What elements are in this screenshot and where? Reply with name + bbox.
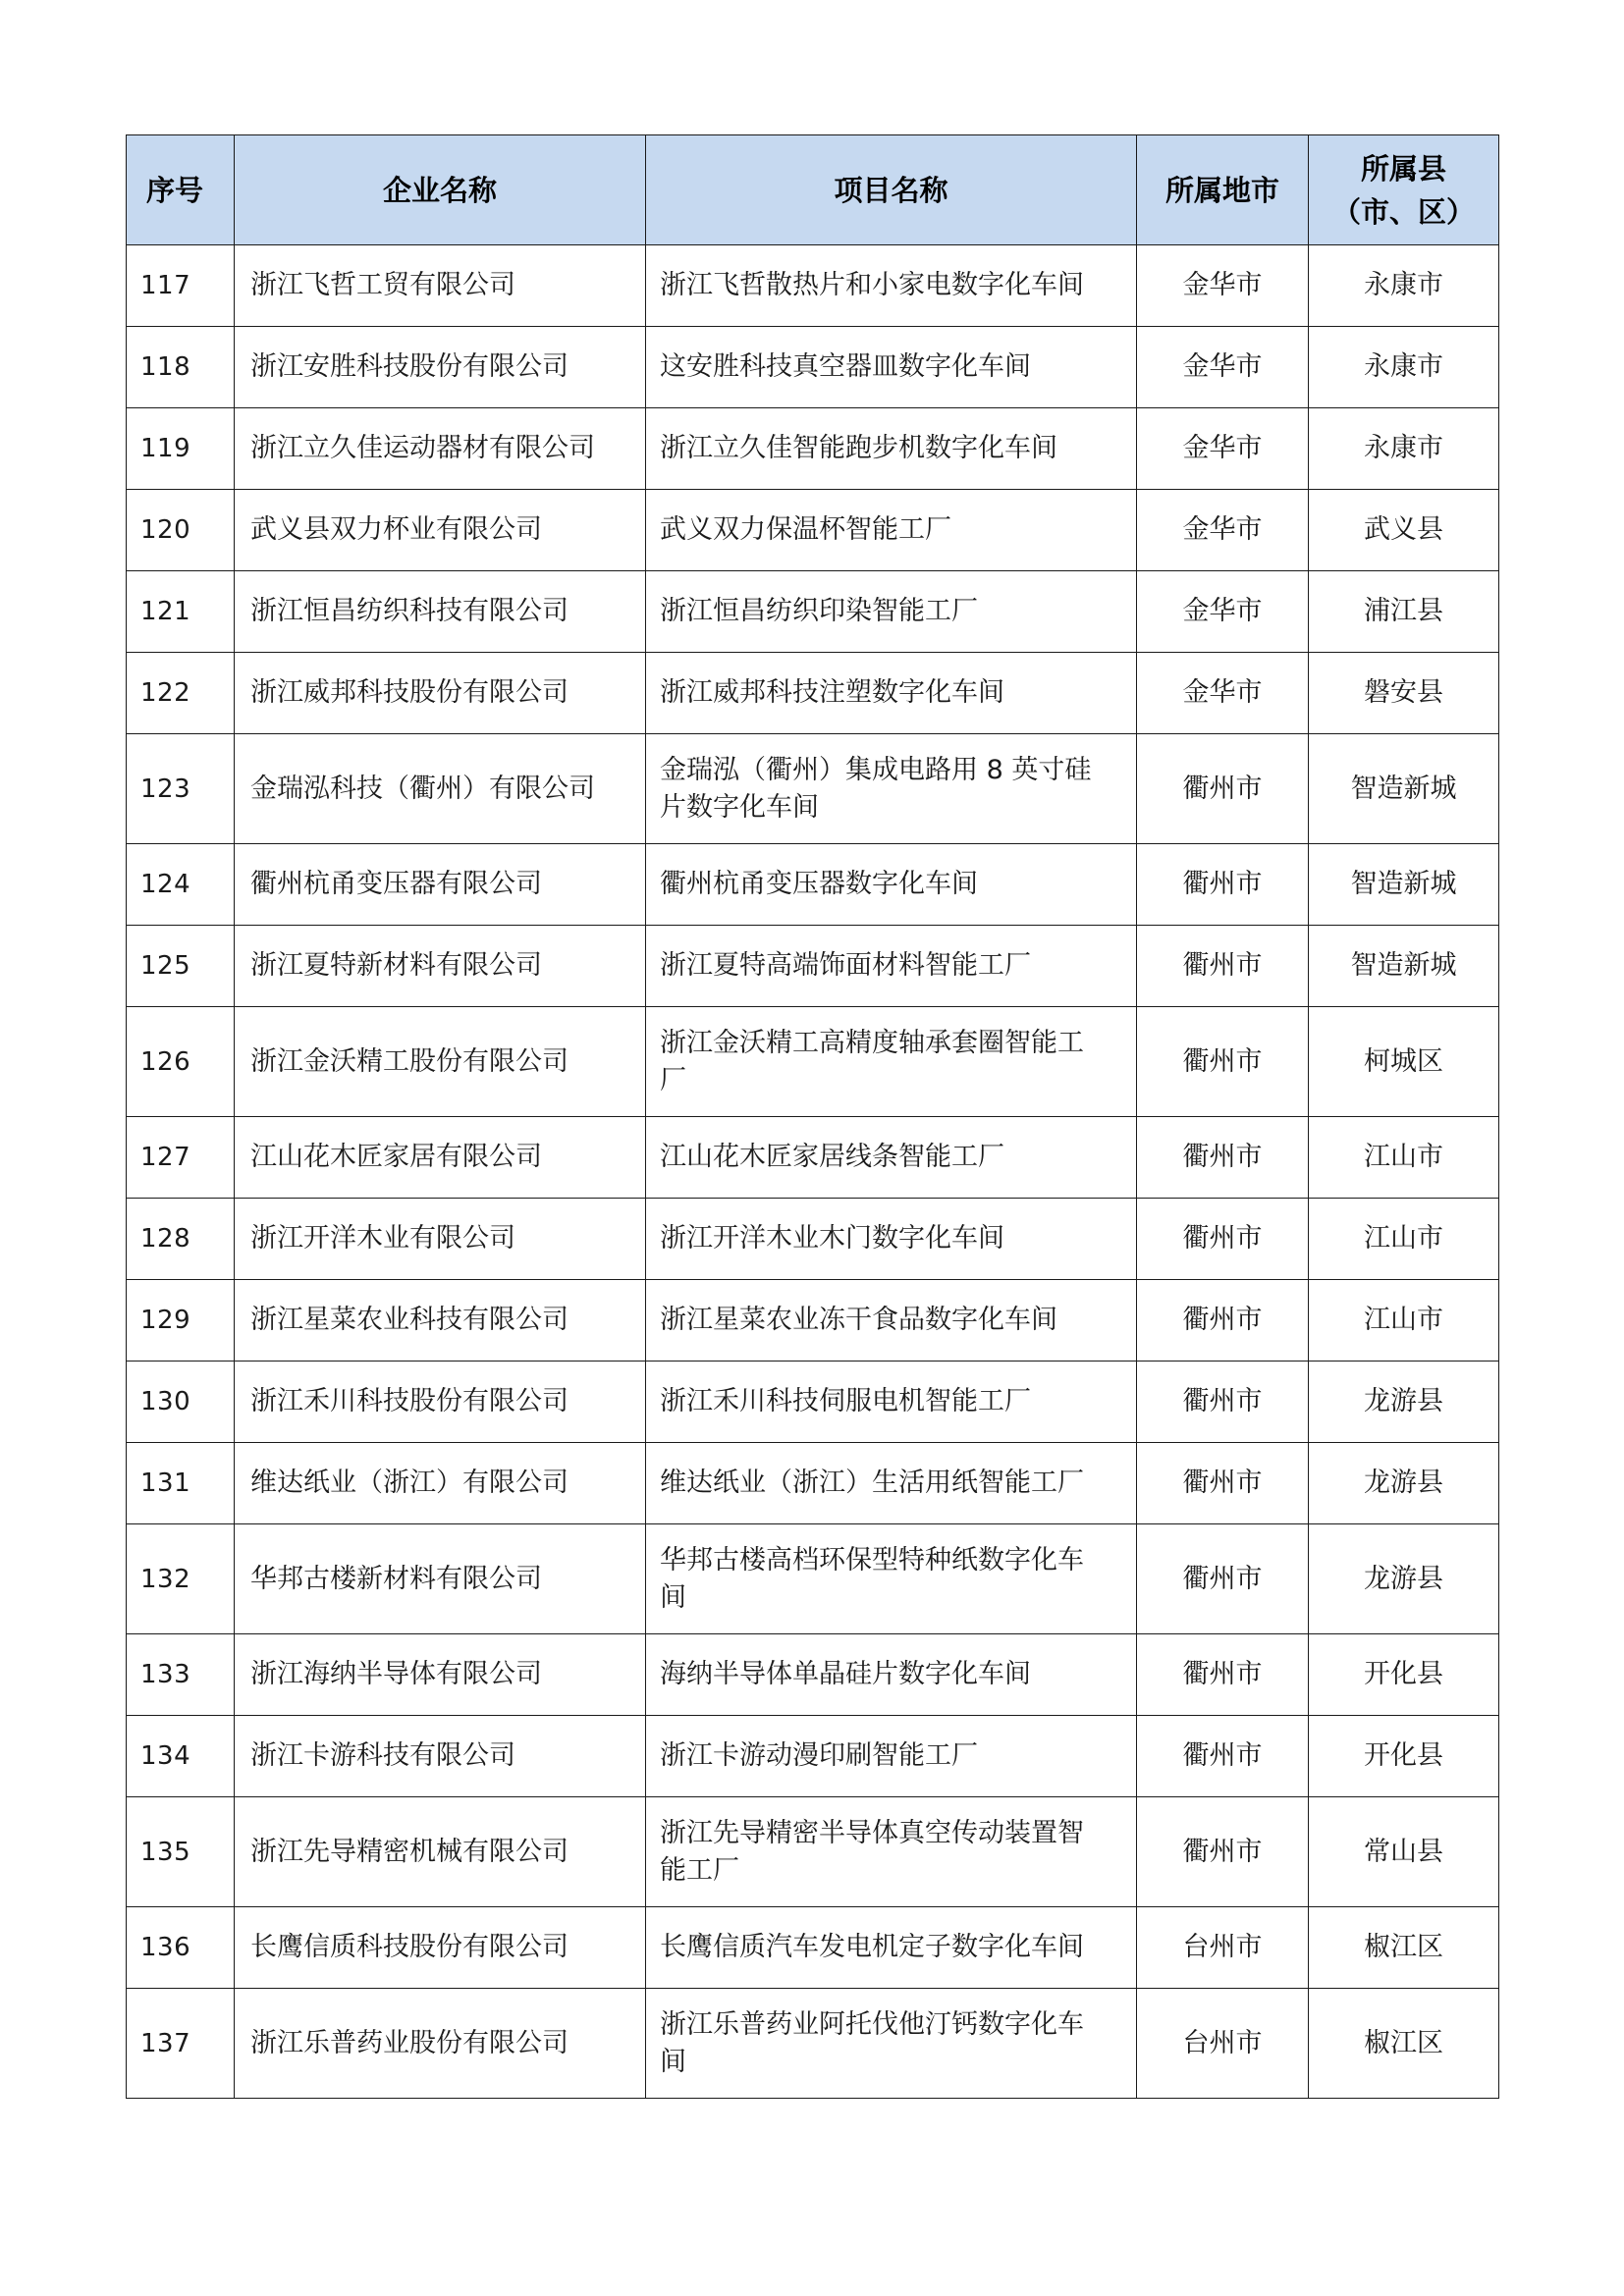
- table-row: [127, 408, 1499, 490]
- table-row: [127, 1797, 1499, 1907]
- enterprise-name-cell: 浙江先导精密机械有限公司: [235, 1797, 646, 1907]
- county-cell: 开化县: [1309, 1634, 1499, 1716]
- column-header-enterprise: 企业名称: [235, 135, 646, 245]
- project-name-line: 华邦古楼高档环保型特种纸数字化车: [660, 1544, 1084, 1575]
- table-row: [127, 1362, 1499, 1443]
- project-name-line: 浙江先导精密半导体真空传动装置智: [660, 1817, 1084, 1848]
- project-name-cell: [646, 926, 1137, 1007]
- city-cell: 衢州市: [1137, 1007, 1309, 1117]
- project-name-line: 长鹰信质汽车发电机定子数字化车间: [660, 1932, 1084, 1962]
- county-cell: 开化县: [1309, 1716, 1499, 1797]
- enterprise-name-cell: 浙江飞哲工贸有限公司: [235, 245, 646, 327]
- project-name-line: 浙江禾川科技伺服电机智能工厂: [660, 1386, 1031, 1416]
- project-name-cell: [646, 327, 1137, 408]
- row-number-cell: 137: [127, 1989, 235, 2099]
- row-number-cell: 118: [127, 327, 235, 408]
- row-number-cell: 123: [127, 734, 235, 844]
- enterprise-name-cell: 浙江恒昌纺织科技有限公司: [235, 571, 646, 653]
- project-name-cell: [646, 1634, 1137, 1716]
- project-name-line: 衢州杭甬变压器数字化车间: [660, 869, 978, 899]
- project-name-line: 金瑞泓（衢州）集成电路用 8 英寸硅: [660, 754, 1092, 785]
- city-cell: 衢州市: [1137, 1280, 1309, 1362]
- row-number-cell: 136: [127, 1907, 235, 1989]
- row-number-cell: 117: [127, 245, 235, 327]
- enterprise-name-cell: 浙江开洋木业有限公司: [235, 1199, 646, 1280]
- city-cell: 衢州市: [1137, 1524, 1309, 1634]
- county-cell: 智造新城: [1309, 926, 1499, 1007]
- enterprise-name-cell: 长鹰信质科技股份有限公司: [235, 1907, 646, 1989]
- city-cell: 衢州市: [1137, 1199, 1309, 1280]
- city-cell: 金华市: [1137, 245, 1309, 327]
- table-row: [127, 1007, 1499, 1117]
- project-name-line: 浙江夏特高端饰面材料智能工厂: [660, 950, 1031, 981]
- table-header: [127, 135, 1499, 245]
- city-cell: 衢州市: [1137, 844, 1309, 926]
- row-number-cell: 133: [127, 1634, 235, 1716]
- row-number-cell: 132: [127, 1524, 235, 1634]
- project-name-line: 江山花木匠家居线条智能工厂: [660, 1142, 1004, 1172]
- county-cell: 永康市: [1309, 327, 1499, 408]
- county-cell: 龙游县: [1309, 1362, 1499, 1443]
- city-cell: 衢州市: [1137, 1716, 1309, 1797]
- city-cell: 衢州市: [1137, 926, 1309, 1007]
- enterprise-project-table: [126, 134, 1499, 2099]
- table-row: [127, 926, 1499, 1007]
- column-header-project: 项目名称: [646, 135, 1137, 245]
- county-cell: 江山市: [1309, 1280, 1499, 1362]
- row-number-cell: 121: [127, 571, 235, 653]
- city-cell: 金华市: [1137, 653, 1309, 734]
- county-cell: 龙游县: [1309, 1443, 1499, 1524]
- project-name-cell: [646, 245, 1137, 327]
- county-cell: 江山市: [1309, 1199, 1499, 1280]
- table-row: [127, 1199, 1499, 1280]
- project-name-cell: [646, 1280, 1137, 1362]
- table-row: [127, 245, 1499, 327]
- project-name-line: 这安胜科技真空器皿数字化车间: [660, 351, 1031, 382]
- enterprise-name-cell: 浙江威邦科技股份有限公司: [235, 653, 646, 734]
- column-header-county-line1: 所属县: [1360, 151, 1446, 186]
- table-row: [127, 571, 1499, 653]
- project-name-line: 片数字化车间: [660, 791, 819, 823]
- row-number-cell: 125: [127, 926, 235, 1007]
- project-name-cell: [646, 1443, 1137, 1524]
- county-cell: 江山市: [1309, 1117, 1499, 1199]
- county-cell: 柯城区: [1309, 1007, 1499, 1117]
- county-cell: 永康市: [1309, 408, 1499, 490]
- project-name-line: 浙江乐普药业阿托伐他汀钙数字化车: [660, 2008, 1084, 2040]
- project-name-cell: [646, 490, 1137, 571]
- county-cell: 智造新城: [1309, 844, 1499, 926]
- table-row: [127, 490, 1499, 571]
- project-name-line: 间: [660, 2046, 686, 2077]
- project-name-cell: [646, 1524, 1137, 1634]
- enterprise-name-cell: 浙江乐普药业股份有限公司: [235, 1989, 646, 2099]
- project-name-cell: [646, 1907, 1137, 1989]
- project-name-cell: [646, 1199, 1137, 1280]
- city-cell: 金华市: [1137, 327, 1309, 408]
- county-cell: 智造新城: [1309, 734, 1499, 844]
- row-number-cell: 122: [127, 653, 235, 734]
- row-number-cell: 120: [127, 490, 235, 571]
- table-row: [127, 1524, 1499, 1634]
- project-name-line: 浙江金沃精工高精度轴承套圈智能工: [660, 1027, 1084, 1058]
- table-row: [127, 1280, 1499, 1362]
- city-cell: 衢州市: [1137, 1443, 1309, 1524]
- city-cell: 衢州市: [1137, 734, 1309, 844]
- project-name-cell: [646, 1989, 1137, 2099]
- city-cell: 台州市: [1137, 1907, 1309, 1989]
- enterprise-name-cell: 浙江海纳半导体有限公司: [235, 1634, 646, 1716]
- city-cell: 金华市: [1137, 571, 1309, 653]
- county-cell: 常山县: [1309, 1797, 1499, 1907]
- county-cell: 永康市: [1309, 245, 1499, 327]
- table-row: [127, 327, 1499, 408]
- row-number-cell: 119: [127, 408, 235, 490]
- enterprise-name-cell: 衢州杭甬变压器有限公司: [235, 844, 646, 926]
- county-cell: 椒江区: [1309, 1907, 1499, 1989]
- table-row: [127, 1443, 1499, 1524]
- table-row: [127, 1634, 1499, 1716]
- city-cell: 金华市: [1137, 490, 1309, 571]
- project-name-line: 武义双力保温杯智能工厂: [660, 514, 951, 545]
- enterprise-name-cell: 武义县双力杯业有限公司: [235, 490, 646, 571]
- project-name-line: 浙江立久佳智能跑步机数字化车间: [660, 433, 1057, 463]
- row-number-cell: 129: [127, 1280, 235, 1362]
- enterprise-name-cell: 浙江安胜科技股份有限公司: [235, 327, 646, 408]
- column-header-city: 所属地市: [1137, 135, 1309, 245]
- row-number-cell: 124: [127, 844, 235, 926]
- enterprise-name-cell: 浙江禾川科技股份有限公司: [235, 1362, 646, 1443]
- project-name-cell: [646, 653, 1137, 734]
- project-name-cell: [646, 1797, 1137, 1907]
- row-number-cell: 127: [127, 1117, 235, 1199]
- project-name-cell: [646, 734, 1137, 844]
- column-header-county-line2: （市、区）: [1331, 194, 1475, 229]
- county-cell: 龙游县: [1309, 1524, 1499, 1634]
- table-row: [127, 734, 1499, 844]
- project-name-line: 海纳半导体单晶硅片数字化车间: [660, 1659, 1031, 1689]
- project-name-cell: [646, 1716, 1137, 1797]
- project-name-line: 维达纸业（浙江）生活用纸智能工厂: [660, 1468, 1084, 1498]
- county-cell: 磐安县: [1309, 653, 1499, 734]
- city-cell: 衢州市: [1137, 1362, 1309, 1443]
- enterprise-name-cell: 浙江夏特新材料有限公司: [235, 926, 646, 1007]
- row-number-cell: 130: [127, 1362, 235, 1443]
- project-name-line: 浙江威邦科技注塑数字化车间: [660, 677, 1004, 708]
- column-header-county: [1309, 135, 1499, 245]
- table-row: [127, 653, 1499, 734]
- row-number-cell: 128: [127, 1199, 235, 1280]
- city-cell: 金华市: [1137, 408, 1309, 490]
- project-name-line: 浙江星菜农业冻干食品数字化车间: [660, 1305, 1057, 1335]
- table-row: [127, 844, 1499, 926]
- enterprise-name-cell: 浙江金沃精工股份有限公司: [235, 1007, 646, 1117]
- table-body: [127, 245, 1499, 2099]
- enterprise-name-cell: 浙江星菜农业科技有限公司: [235, 1280, 646, 1362]
- project-name-line: 能工厂: [660, 1854, 739, 1886]
- enterprise-name-cell: 维达纸业（浙江）有限公司: [235, 1443, 646, 1524]
- table-row: [127, 1989, 1499, 2099]
- row-number-cell: 134: [127, 1716, 235, 1797]
- enterprise-name-cell: 浙江立久佳运动器材有限公司: [235, 408, 646, 490]
- table-row: [127, 1907, 1499, 1989]
- city-cell: 衢州市: [1137, 1634, 1309, 1716]
- table-row: [127, 1117, 1499, 1199]
- project-name-line: 浙江恒昌纺织印染智能工厂: [660, 596, 978, 626]
- project-name-line: 浙江飞哲散热片和小家电数字化车间: [660, 270, 1084, 300]
- enterprise-name-cell: 金瑞泓科技（衢州）有限公司: [235, 734, 646, 844]
- project-name-cell: [646, 571, 1137, 653]
- city-cell: 衢州市: [1137, 1797, 1309, 1907]
- project-name-line: 浙江卡游动漫印刷智能工厂: [660, 1740, 978, 1771]
- project-name-line: 浙江开洋木业木门数字化车间: [660, 1223, 1004, 1254]
- city-cell: 衢州市: [1137, 1117, 1309, 1199]
- county-cell: 浦江县: [1309, 571, 1499, 653]
- project-name-cell: [646, 1362, 1137, 1443]
- county-cell: 椒江区: [1309, 1989, 1499, 2099]
- city-cell: 台州市: [1137, 1989, 1309, 2099]
- row-number-cell: 135: [127, 1797, 235, 1907]
- enterprise-name-cell: 江山花木匠家居有限公司: [235, 1117, 646, 1199]
- project-name-cell: [646, 408, 1137, 490]
- project-name-cell: [646, 1007, 1137, 1117]
- project-name-line: 间: [660, 1581, 686, 1613]
- row-number-cell: 131: [127, 1443, 235, 1524]
- project-name-cell: [646, 1117, 1137, 1199]
- row-number-cell: 126: [127, 1007, 235, 1117]
- column-header-no: 序号: [127, 135, 235, 245]
- enterprise-name-cell: 华邦古楼新材料有限公司: [235, 1524, 646, 1634]
- project-name-cell: [646, 844, 1137, 926]
- project-name-line: 厂: [660, 1064, 686, 1095]
- county-cell: 武义县: [1309, 490, 1499, 571]
- enterprise-name-cell: 浙江卡游科技有限公司: [235, 1716, 646, 1797]
- table-row: [127, 1716, 1499, 1797]
